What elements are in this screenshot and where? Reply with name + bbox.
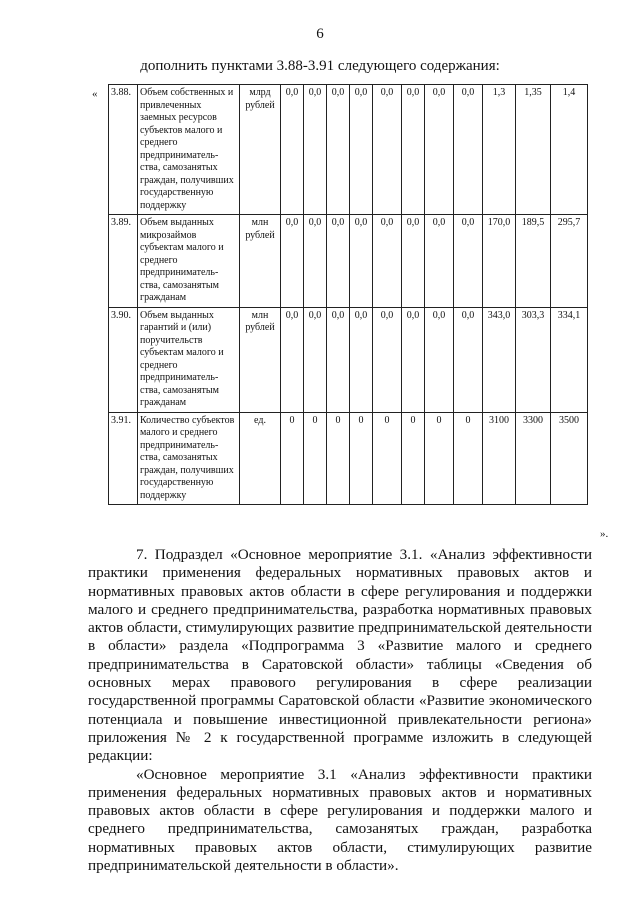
value-cell: 295,7 [551,215,588,308]
value-cell: 0 [373,412,402,505]
value-cell: 0,0 [281,215,304,308]
open-quote: « [92,88,98,100]
indicator-name: Объем собственных и привлеченных заемных ресурсов субъектов малого и среднего предприниматель-ства, самозанятых граждан, получивших государственную поддержку [138,85,240,215]
table-row [109,85,588,215]
value-cell: 0,0 [350,215,373,308]
value-cell: 0,0 [281,307,304,412]
value-cell: 303,3 [516,307,551,412]
value-cell: 0,0 [304,85,327,215]
page-number: 6 [316,26,324,42]
indicator-name: Объем выданных микрозаймов субъектам малого и среднего предприниматель-ства, самозанятым гражданам [138,215,240,308]
value-cell: 0,0 [327,85,350,215]
value-cell: 0 [327,412,350,505]
value-cell: 0 [281,412,304,505]
intro-line: дополнить пунктами 3.88-3.91 следующего содержания: [140,58,500,74]
value-cell: 343,0 [483,307,516,412]
indicator-name: Количество субъектов малого и среднего предприниматель-ства, самозанятых граждан, получивших государственную поддержку [138,412,240,505]
unit-cell: млрд рублей [240,85,281,215]
table-row [109,215,588,308]
value-cell: 0,0 [304,215,327,308]
body-text [88,546,592,875]
value-cell: 1,3 [483,85,516,215]
value-cell: 0 [454,412,483,505]
value-cell: 0,0 [454,85,483,215]
row-number: 3.91. [109,412,138,505]
value-cell: 0,0 [402,307,425,412]
value-cell: 0,0 [304,307,327,412]
value-cell: 0,0 [281,85,304,215]
unit-cell: ед. [240,412,281,505]
value-cell: 189,5 [516,215,551,308]
value-cell: 0 [425,412,454,505]
value-cell: 0,0 [454,215,483,308]
value-cell: 0,0 [402,215,425,308]
value-cell: 0,0 [373,85,402,215]
value-cell: 0,0 [327,307,350,412]
close-quote: ». [600,528,609,540]
value-cell: 1,4 [551,85,588,215]
row-number: 3.89. [109,215,138,308]
value-cell: 3300 [516,412,551,505]
value-cell: 3100 [483,412,516,505]
paragraph-1: 7. Подраздел «Основное мероприятие 3.1. «Анализ эффективности практики применения федеральных нормативных правовых актов и нормативных правовых актов области в сфере регулирования и поддержки малого и среднего предпринимательства, разработка нормативных правовых актов области, стимулирующих развитие предпринимательской деятельности в области» раздела «Подпрограмма 3 «Развитие малого и среднего предпринимательства в Саратовской области» таблицы «Сведения об основных мерах правового регулирования в сфере реализации государственной программы Саратовской области «Развитие экономического потенциала и повышение инвестиционной привлекательности региона» приложения № 2 к государственной программе изложить в следующей редакции: [88,546,592,765]
value-cell: 170,0 [483,215,516,308]
value-cell: 0,0 [327,215,350,308]
table-row [109,307,588,412]
value-cell: 0,0 [350,85,373,215]
unit-cell: млн рублей [240,307,281,412]
value-cell: 0,0 [402,85,425,215]
value-cell: 0 [304,412,327,505]
unit-cell: млн рублей [240,215,281,308]
table-row [109,412,588,505]
value-cell: 1,35 [516,85,551,215]
indicator-name: Объем выданных гарантий и (или) поручительств субъектам малого и среднего предприниматель-ства, самозанятым гражданам [138,307,240,412]
indicators-table [108,84,588,505]
value-cell: 0 [402,412,425,505]
paragraph-2: «Основное мероприятие 3.1 «Анализ эффективности практики применения федеральных нормативных правовых актов и нормативных правовых актов области в сфере регулирования и поддержки малого и среднего предпринимательства, самозанятых граждан, разработка нормативных правовых актов области, стимулирующих развитие предпринимательской деятельности в области». [88,765,592,875]
value-cell: 0,0 [425,307,454,412]
value-cell: 0 [350,412,373,505]
value-cell: 334,1 [551,307,588,412]
value-cell: 0,0 [454,307,483,412]
value-cell: 3500 [551,412,588,505]
value-cell: 0,0 [425,215,454,308]
row-number: 3.88. [109,85,138,215]
value-cell: 0,0 [373,215,402,308]
value-cell: 0,0 [350,307,373,412]
value-cell: 0,0 [373,307,402,412]
value-cell: 0,0 [425,85,454,215]
row-number: 3.90. [109,307,138,412]
